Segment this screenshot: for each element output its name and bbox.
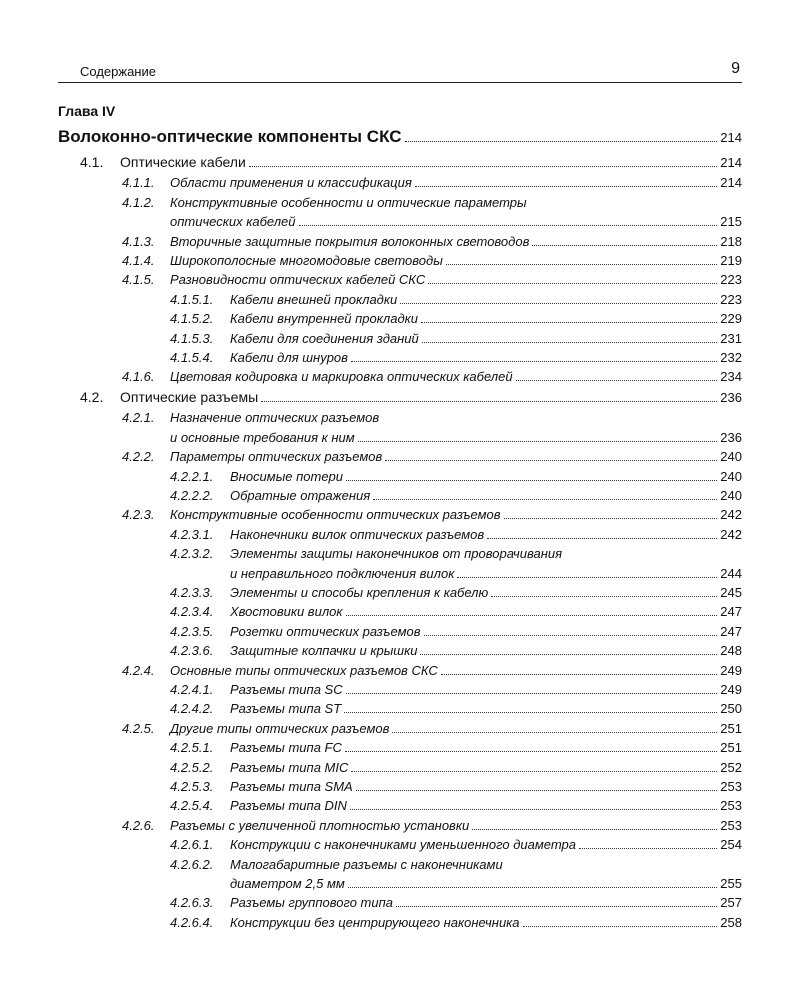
dot-leader xyxy=(350,809,717,810)
toc-entry-number: 4.1.3. xyxy=(122,233,155,249)
toc-entry-title: оптических кабелей xyxy=(170,214,296,230)
dot-leader xyxy=(351,361,717,362)
dot-leader xyxy=(421,322,717,323)
toc-entry-number: 4.2.6.2. xyxy=(170,856,214,872)
toc-entry[interactable] xyxy=(58,467,742,486)
toc-entry-title: и основные требования к ним xyxy=(170,429,355,445)
toc-entry[interactable] xyxy=(58,232,742,251)
dot-leader xyxy=(504,518,718,519)
dot-leader xyxy=(487,538,717,539)
toc-entry-title: Конструктивные особенности и оптические параметры xyxy=(170,194,527,210)
toc-entry-number: 4.2.6.3. xyxy=(170,895,214,911)
toc-entry-page: 245 xyxy=(720,584,742,600)
toc-entry-title: и неправильного подключения вилок xyxy=(230,565,455,581)
toc-entry-title: Кабели для шнуров xyxy=(230,350,348,366)
toc-entry-number: 4.2.2.1. xyxy=(170,468,214,484)
dot-leader xyxy=(472,829,717,830)
toc-entry-title: Основные типы оптических разъемов СКС xyxy=(170,662,438,678)
toc-entry[interactable] xyxy=(58,408,742,427)
toc-entry[interactable] xyxy=(58,777,742,796)
toc-entry-number: 4.2.3.3. xyxy=(170,584,214,600)
toc-entry-page: 249 xyxy=(720,662,742,678)
toc-entry[interactable] xyxy=(58,661,742,680)
toc-entry[interactable] xyxy=(58,124,742,151)
toc-entry[interactable] xyxy=(58,348,742,367)
toc-entry[interactable] xyxy=(58,816,742,835)
toc-entry[interactable] xyxy=(58,602,742,621)
toc-entry-number: 4.2.3.4. xyxy=(170,604,214,620)
dot-leader xyxy=(446,264,718,265)
toc-entry-title: Оптические разъемы xyxy=(120,388,259,405)
toc-entry-page: 248 xyxy=(720,643,742,659)
toc-entry[interactable] xyxy=(58,173,742,192)
toc-entry[interactable] xyxy=(58,367,742,386)
toc-entry[interactable] xyxy=(58,505,742,524)
dot-leader xyxy=(392,732,717,733)
toc-entry-page: 223 xyxy=(720,291,742,307)
toc-entry[interactable] xyxy=(58,486,742,505)
toc-entry-title: Разъемы типа ST xyxy=(230,701,342,717)
dot-leader xyxy=(385,460,717,461)
toc-entry[interactable] xyxy=(58,309,742,328)
toc-entry-title: Обратные отражения xyxy=(230,487,371,503)
toc-entry-page: 214 xyxy=(720,175,742,191)
toc-entry[interactable] xyxy=(58,270,742,289)
toc-entry-page: 258 xyxy=(720,914,742,930)
dot-leader xyxy=(261,401,717,402)
dot-leader xyxy=(356,790,718,791)
toc-entry-title: Конструкции без центрирующего наконечника xyxy=(230,914,520,930)
toc-entry-title: Разъемы типа SMA xyxy=(230,779,353,794)
toc-entry-number: 4.1.5. xyxy=(122,272,155,288)
toc-entry-title: Назначение оптических разъемов xyxy=(170,410,380,426)
dot-leader xyxy=(491,596,717,597)
toc-entry-title: Разъемы группового типа xyxy=(230,895,394,911)
dot-leader xyxy=(441,674,718,675)
dot-leader xyxy=(457,577,717,578)
toc-entry-page: 234 xyxy=(720,369,742,385)
toc-entry-title: Разъемы типа MIC xyxy=(230,759,349,775)
dot-leader xyxy=(420,654,717,655)
toc-entry-number: 4.2.3.2. xyxy=(170,546,214,562)
toc-entry-number: 4.1.5.1. xyxy=(170,291,214,307)
dot-leader xyxy=(424,635,718,636)
toc-entry-title: Кабели внешней прокладки xyxy=(230,291,398,307)
toc-entry[interactable] xyxy=(58,583,742,602)
toc-entry[interactable] xyxy=(58,641,742,660)
toc-entry-page: 257 xyxy=(720,895,742,911)
toc-entry-number: 4.2.3.6. xyxy=(170,643,214,659)
toc-entry-page: 240 xyxy=(720,449,742,465)
dot-leader xyxy=(373,499,717,500)
toc-entry-title: Хвостовики вилок xyxy=(230,604,343,620)
toc-entry-number: 4.2.5.3. xyxy=(170,779,214,794)
chapter-label: Глава IV xyxy=(58,103,116,119)
toc-entry-page: 251 xyxy=(720,740,742,756)
toc-entry-number: 4.1.5.2. xyxy=(170,311,214,327)
toc-entry-page: 253 xyxy=(720,779,742,794)
dot-leader xyxy=(516,380,718,381)
dot-leader xyxy=(358,441,718,442)
toc-entry-number: 4.2.3.1. xyxy=(170,526,214,542)
dot-leader xyxy=(415,186,718,187)
toc-entry-page: 255 xyxy=(720,876,742,892)
toc-entry-page: 250 xyxy=(720,701,742,717)
toc-entry[interactable] xyxy=(58,564,742,583)
toc-entry-number: 4.2.5. xyxy=(122,720,155,736)
toc-entry-number: 4.2.5.4. xyxy=(170,798,214,814)
toc-entry[interactable] xyxy=(58,447,742,466)
toc-entry-title: Вносимые потери xyxy=(230,468,344,484)
dot-leader xyxy=(523,926,718,927)
toc-entry[interactable] xyxy=(58,622,742,641)
toc-entry-title: Разъемы типа SC xyxy=(230,681,343,697)
table-of-contents xyxy=(58,124,742,932)
toc-entry[interactable] xyxy=(58,525,742,544)
toc-entry-title: Вторичные защитные покрытия волоконных световодов xyxy=(170,233,530,249)
toc-entry[interactable] xyxy=(58,738,742,757)
toc-entry-page: 253 xyxy=(720,798,742,814)
toc-entry-page: 231 xyxy=(720,330,742,346)
toc-entry-title: Конструкции с наконечниками уменьшенного диаметра xyxy=(230,837,577,853)
toc-entry[interactable] xyxy=(58,796,742,815)
page-number: 9 xyxy=(731,60,740,77)
toc-entry-title: диаметром 2,5 мм xyxy=(230,876,345,892)
toc-entry[interactable] xyxy=(58,855,742,874)
toc-entry-number: 4.1.5.4. xyxy=(170,350,214,366)
toc-entry-number: 4.2.2. xyxy=(122,449,155,465)
toc-entry-title: Области применения и классификация xyxy=(170,175,412,191)
toc-entry-title: Разъемы типа DIN xyxy=(230,798,347,814)
toc-entry-page: 251 xyxy=(720,720,742,736)
toc-entry[interactable] xyxy=(58,152,742,173)
toc-entry-page: 249 xyxy=(720,681,742,697)
toc-entry-title: Разъемы типа FC xyxy=(230,740,342,756)
toc-entry-number: 4.2.4. xyxy=(122,662,155,678)
dot-leader xyxy=(351,771,717,772)
toc-entry[interactable] xyxy=(58,874,742,893)
toc-entry-page: 218 xyxy=(720,233,742,249)
toc-entry-number: 4.2.3.5. xyxy=(170,623,214,639)
toc-entry-page: 236 xyxy=(720,429,742,445)
toc-entry-title: Широкополосные многомодовые световоды xyxy=(170,253,443,269)
toc-entry-title: Розетки оптических разъемов xyxy=(230,623,421,639)
dot-leader xyxy=(396,906,717,907)
toc-entry-page: 232 xyxy=(720,350,742,366)
toc-entry-number: 4.2.4.2. xyxy=(170,701,214,717)
toc-entry[interactable] xyxy=(58,387,742,408)
toc-entry-title: Оптические кабели xyxy=(120,154,246,170)
toc-entry-title: Защитные колпачки и крышки xyxy=(230,643,418,659)
toc-entry-number: 4.1.2. xyxy=(122,194,155,210)
toc-entry-number: 4.1.6. xyxy=(122,369,155,385)
toc-entry[interactable] xyxy=(58,835,742,854)
toc-entry[interactable] xyxy=(58,680,742,699)
toc-entry-number: 4.1.1. xyxy=(122,175,155,191)
toc-entry-page: 244 xyxy=(720,565,742,581)
toc-entry-number: 4.2.6.1. xyxy=(170,837,214,853)
toc-entry-number: 4.2. xyxy=(80,388,104,405)
toc-entry[interactable] xyxy=(58,544,742,563)
toc-entry-title: Разъемы с увеличенной плотностью установки xyxy=(170,817,470,833)
dot-leader xyxy=(346,693,718,694)
toc-entry-number: 4.2.3. xyxy=(122,507,155,523)
toc-entry[interactable] xyxy=(58,193,742,212)
toc-entry-title: Элементы и способы крепления к кабелю xyxy=(230,584,489,600)
dot-leader xyxy=(428,283,717,284)
toc-entry-number: 4.1.4. xyxy=(122,253,155,269)
toc-entry-title: Цветовая кодировка и маркировка оптических кабелей xyxy=(170,369,513,385)
toc-entry[interactable] xyxy=(58,913,742,932)
toc-entry[interactable] xyxy=(58,758,742,777)
toc-entry[interactable] xyxy=(58,428,742,447)
toc-entry-page: 214 xyxy=(720,130,742,145)
toc-entry-title: Кабели внутренней прокладки xyxy=(230,311,419,327)
toc-entry[interactable] xyxy=(58,290,742,309)
toc-entry-page: 240 xyxy=(720,468,742,484)
toc-entry[interactable] xyxy=(58,699,742,718)
dot-leader xyxy=(348,887,717,888)
toc-entry-page: 240 xyxy=(720,487,742,503)
toc-entry[interactable] xyxy=(58,329,742,348)
toc-entry-number: 4.2.5.2. xyxy=(170,759,214,775)
toc-entry-title: Малогабаритные разъемы с наконечниками xyxy=(230,856,503,872)
dot-leader xyxy=(345,751,717,752)
dot-leader xyxy=(299,225,718,226)
toc-entry[interactable] xyxy=(58,719,742,738)
toc-entry-page: 215 xyxy=(720,214,742,230)
dot-leader xyxy=(344,712,717,713)
dot-leader xyxy=(532,245,717,246)
dot-leader xyxy=(346,615,718,616)
toc-entry-page: 229 xyxy=(720,311,742,327)
toc-entry-title: Наконечники вилок оптических разъемов xyxy=(230,526,485,542)
toc-entry-page: 242 xyxy=(720,507,742,523)
toc-entry-number: 4.1.5.3. xyxy=(170,330,214,346)
dot-leader xyxy=(249,166,718,167)
toc-entry-number: 4.2.6.4. xyxy=(170,914,214,930)
toc-entry-title: Другие типы оптических разъемов xyxy=(170,720,390,736)
toc-entry[interactable] xyxy=(58,251,742,270)
dot-leader xyxy=(405,141,718,142)
toc-entry-number: 4.1. xyxy=(80,154,104,170)
toc-entry-page: 252 xyxy=(720,759,742,775)
toc-entry-page: 247 xyxy=(720,623,742,639)
toc-entry[interactable] xyxy=(58,212,742,231)
toc-entry-page: 236 xyxy=(720,389,742,405)
toc-entry-page: 254 xyxy=(720,837,742,853)
running-header-title: Содержание xyxy=(80,64,156,79)
toc-entry-number: 4.2.5.1. xyxy=(170,740,214,756)
toc-entry[interactable] xyxy=(58,893,742,912)
toc-entry-page: 242 xyxy=(720,526,742,542)
dot-leader xyxy=(422,342,718,343)
toc-entry-title: Разновидности оптических кабелей СКС xyxy=(170,272,426,288)
toc-entry-title: Кабели для соединения зданий xyxy=(230,330,419,346)
toc-entry-page: 214 xyxy=(720,155,742,170)
toc-entry-title: Элементы защиты наконечников от проворачивания xyxy=(230,546,563,562)
dot-leader xyxy=(400,303,717,304)
toc-entry-number: 4.2.6. xyxy=(122,817,155,833)
dot-leader xyxy=(346,480,717,481)
toc-entry-page: 247 xyxy=(720,604,742,620)
toc-entry-number: 4.2.1. xyxy=(122,410,155,426)
toc-entry-title: Волоконно-оптические компоненты СКС xyxy=(58,127,402,146)
toc-entry-title: Конструктивные особенности оптических разъемов xyxy=(170,507,501,523)
toc-entry-number: 4.2.2.2. xyxy=(170,487,214,503)
dot-leader xyxy=(579,848,717,849)
toc-entry-number: 4.2.4.1. xyxy=(170,681,214,697)
toc-entry-page: 223 xyxy=(720,272,742,288)
toc-entry-page: 219 xyxy=(720,253,742,269)
toc-entry-page: 253 xyxy=(720,817,742,833)
running-header xyxy=(58,62,742,83)
toc-entry-title: Параметры оптических разъемов xyxy=(170,449,383,465)
